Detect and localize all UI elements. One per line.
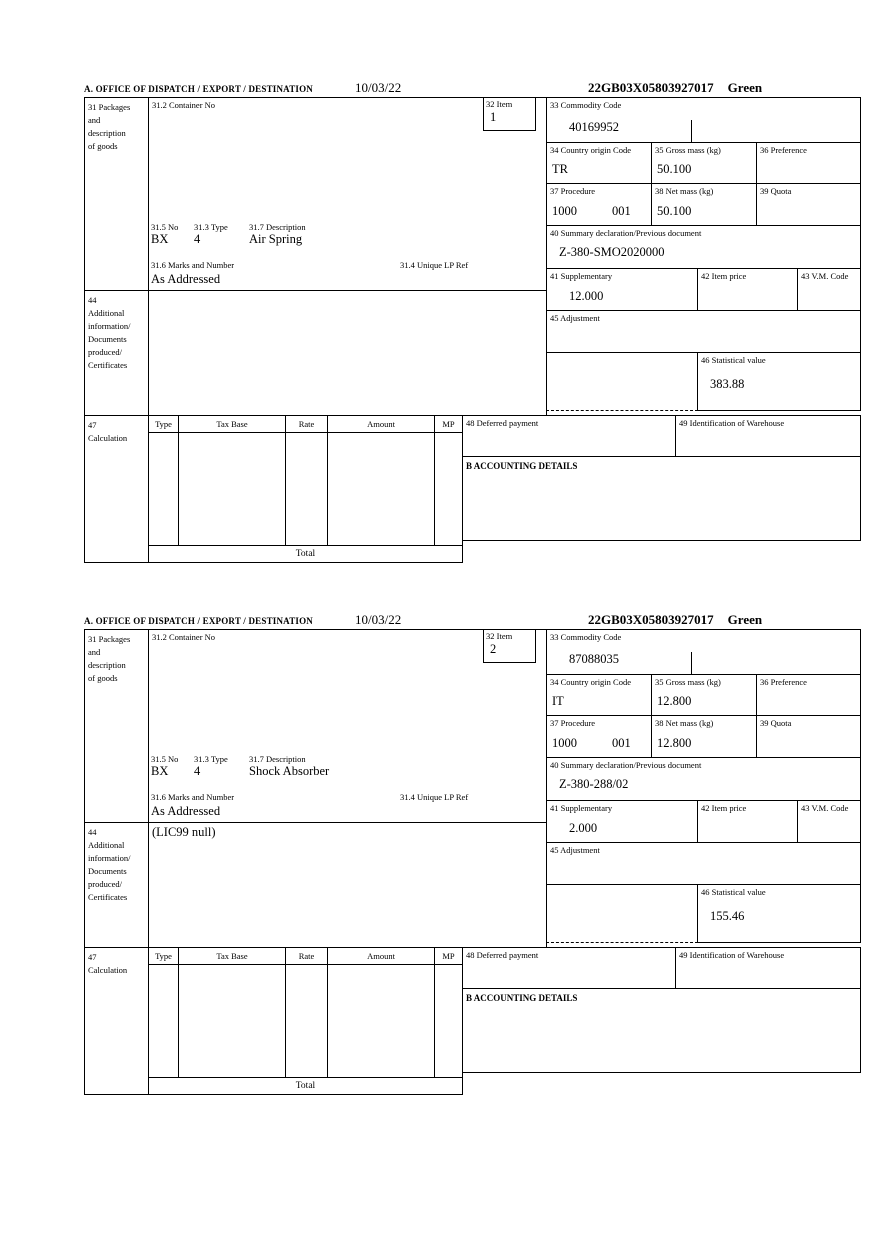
box-44-caption-cell (84, 290, 149, 416)
box-44-additional-info (148, 290, 547, 416)
caption-line: Additional (88, 308, 125, 318)
pkg-no-value: BX (151, 764, 169, 778)
statistical-value: 155.46 (710, 909, 745, 923)
marks-value: As Addressed (151, 804, 221, 818)
declaration-date: 10/03/22 (355, 612, 402, 627)
box-31-caption (88, 101, 130, 153)
warehouse-identification-label: 49 Identification of Warehouse (679, 950, 785, 960)
lp-ref-label: 31.4 Unique LP Ref (400, 260, 469, 270)
box-41-supplementary (546, 268, 698, 311)
marks-label: 31.6 Marks and Number (151, 792, 235, 802)
gross-mass-value: 12.800 (657, 694, 692, 708)
box-34-country-origin (546, 674, 652, 716)
tax-table-total-row (148, 1077, 463, 1095)
routing-status-badge: Green (727, 80, 763, 95)
caption-line: Calculation (88, 433, 128, 443)
box-49-warehouse (675, 415, 861, 457)
box-42-item-price (697, 268, 798, 311)
pkg-no-label: 31.5 No (151, 222, 179, 232)
statistical-value-label: 46 Statistical value (701, 887, 766, 897)
box-32-item (483, 97, 536, 131)
movement-reference (588, 612, 762, 628)
caption-line: produced/ (88, 347, 122, 357)
procedure-value-1: 1000 (552, 736, 577, 750)
box-35-gross-mass (651, 674, 757, 716)
mrn-value: 22GB03X05803927017 (588, 80, 714, 95)
pkg-type-value: 4 (194, 232, 201, 246)
box-46-statistical-value (697, 884, 861, 943)
box-40-summary-declaration (546, 225, 861, 269)
tax-table-total-row (148, 545, 463, 563)
procedure-value-1: 1000 (552, 204, 577, 218)
total-label: Total (295, 1081, 316, 1091)
box-47-caption (88, 419, 127, 445)
gross-mass-label: 35 Gross mass (kg) (655, 677, 721, 687)
box-33-commodity-code (546, 97, 861, 143)
caption-line: 47 (88, 952, 97, 962)
supplementary-value: 12.000 (569, 289, 604, 303)
tax-table-header-amount: Amount (327, 415, 435, 433)
tax-table-header-tax-base: Tax Base (178, 947, 286, 965)
caption-line: information/ (88, 853, 131, 863)
caption-line: Certificates (88, 360, 128, 370)
previous-document-value: Z-380-288/02 (559, 777, 629, 791)
item-number-value: 1 (490, 110, 497, 124)
caption-line: Certificates (88, 892, 128, 902)
net-mass-value: 12.800 (657, 736, 692, 750)
total-label: Total (295, 549, 316, 559)
pkg-desc-value: Air Spring (249, 232, 303, 246)
box-44-additional-info (148, 822, 547, 948)
box-45-adjustment (546, 842, 861, 885)
commodity-code-value: 87088035 (569, 652, 619, 666)
customs-item-section (84, 80, 862, 580)
tax-table-body-col-type (148, 432, 179, 546)
tax-table-body-col-mp (434, 964, 463, 1078)
tax-table-header-type: Type (148, 947, 179, 965)
item-label: 32 Item (486, 99, 513, 109)
caption-line: of goods (88, 673, 118, 683)
movement-reference (588, 80, 762, 96)
statistical-dashed-area (546, 352, 698, 411)
box-43-vm-code (797, 268, 861, 311)
statistical-dashed-area (546, 884, 698, 943)
item-number-value: 2 (490, 642, 497, 656)
caption-line: and (88, 115, 101, 125)
country-origin-label: 34 Country origin Code (550, 677, 631, 687)
box-b-accounting-details (462, 456, 861, 541)
box-44-caption (88, 294, 131, 372)
box-38-net-mass (651, 715, 757, 758)
caption-line: produced/ (88, 879, 122, 889)
lp-ref-label: 31.4 Unique LP Ref (400, 792, 469, 802)
previous-document-value: Z-380-SMO2020000 (559, 245, 665, 259)
tax-table-body-col-amount (327, 432, 435, 546)
net-mass-label: 38 Net mass (kg) (655, 718, 714, 728)
commodity-code-label: 33 Commodity Code (550, 632, 622, 642)
commodity-code-value: 40169952 (569, 120, 619, 134)
declaration-date: 10/03/22 (355, 80, 402, 95)
caption-line: of goods (88, 141, 118, 151)
pkg-type-label: 31.3 Type (194, 222, 228, 232)
pkg-type-value: 4 (194, 764, 201, 778)
box-38-net-mass (651, 183, 757, 226)
net-mass-label: 38 Net mass (kg) (655, 186, 714, 196)
item-price-label: 42 Item price (701, 803, 747, 813)
pkg-no-value: BX (151, 232, 169, 246)
box-49-warehouse (675, 947, 861, 989)
box-32-item (483, 629, 536, 663)
container-no-label: 31.2 Container No (152, 100, 216, 110)
box-31-caption (88, 633, 130, 685)
adjustment-label: 45 Adjustment (550, 845, 600, 855)
accounting-details-label: B ACCOUNTING DETAILS (466, 461, 578, 471)
caption-line: 31 Packages (88, 634, 131, 644)
box-46-statistical-value (697, 352, 861, 411)
tax-table-header-tax-base: Tax Base (178, 415, 286, 433)
tax-table-header-mp: MP (434, 947, 463, 965)
caption-line: and (88, 647, 101, 657)
quota-label: 39 Quota (760, 186, 792, 196)
additional-info-value: (LIC99 null) (152, 825, 216, 839)
caption-line: 44 (88, 295, 97, 305)
caption-line: Documents (88, 334, 127, 344)
box-44-caption (88, 826, 131, 904)
item-price-label: 42 Item price (701, 271, 747, 281)
box-35-gross-mass (651, 142, 757, 184)
country-origin-label: 34 Country origin Code (550, 145, 631, 155)
net-mass-value: 50.100 (657, 204, 692, 218)
caption-line: 31 Packages (88, 102, 131, 112)
box-48-deferred-payment (462, 947, 676, 989)
vm-code-label: 43 V.M. Code (801, 803, 849, 813)
supplementary-label: 41 Supplementary (550, 803, 613, 813)
box-43-vm-code (797, 800, 861, 843)
box-44-caption-cell (84, 822, 149, 948)
tax-table-header-mp: MP (434, 415, 463, 433)
box-40-summary-declaration (546, 757, 861, 801)
pkg-no-label: 31.5 No (151, 754, 179, 764)
supplementary-value: 2.000 (569, 821, 598, 835)
box-42-item-price (697, 800, 798, 843)
box-37-procedure (546, 715, 652, 758)
warehouse-identification-label: 49 Identification of Warehouse (679, 418, 785, 428)
procedure-label: 37 Procedure (550, 718, 596, 728)
box-36-preference (756, 142, 861, 184)
marks-label: 31.6 Marks and Number (151, 260, 235, 270)
box-34-country-origin (546, 142, 652, 184)
caption-line: description (88, 128, 126, 138)
box-39-quota (756, 715, 861, 758)
box-41-supplementary (546, 800, 698, 843)
gross-mass-label: 35 Gross mass (kg) (655, 145, 721, 155)
box-47-caption-cell (84, 947, 149, 1095)
statistical-value: 383.88 (710, 377, 745, 391)
deferred-payment-label: 48 Deferred payment (466, 950, 539, 960)
quota-label: 39 Quota (760, 718, 792, 728)
tax-table-header-rate: Rate (285, 947, 328, 965)
supplementary-label: 41 Supplementary (550, 271, 613, 281)
accounting-details-label: B ACCOUNTING DETAILS (466, 993, 578, 1003)
tax-table-header-rate: Rate (285, 415, 328, 433)
procedure-value-2: 001 (612, 204, 631, 218)
box-48-deferred-payment (462, 415, 676, 457)
pkg-desc-value: Shock Absorber (249, 764, 330, 778)
box-47-caption-cell (84, 415, 149, 563)
country-origin-value: IT (552, 694, 564, 708)
deferred-payment-label: 48 Deferred payment (466, 418, 539, 428)
box-37-procedure (546, 183, 652, 226)
caption-line: Additional (88, 840, 125, 850)
box-39-quota (756, 183, 861, 226)
marks-value: As Addressed (151, 272, 221, 286)
tax-table-body-col-rate (285, 432, 328, 546)
caption-line: 44 (88, 827, 97, 837)
box-47-caption (88, 951, 127, 977)
commodity-code-divider (691, 120, 692, 142)
gross-mass-value: 50.100 (657, 162, 692, 176)
mrn-value: 22GB03X05803927017 (588, 612, 714, 627)
procedure-value-2: 001 (612, 736, 631, 750)
routing-status-badge: Green (727, 612, 763, 627)
customs-item-section (84, 612, 862, 1112)
statistical-value-label: 46 Statistical value (701, 355, 766, 365)
caption-line: description (88, 660, 126, 670)
pkg-desc-label: 31.7 Description (249, 754, 306, 764)
procedure-label: 37 Procedure (550, 186, 596, 196)
commodity-code-divider (691, 652, 692, 674)
box-31-caption-cell (84, 629, 149, 823)
country-origin-value: TR (552, 162, 568, 176)
preference-label: 36 Preference (760, 677, 807, 687)
tax-table-body-col-tax-base (178, 964, 286, 1078)
tax-table-body-col-mp (434, 432, 463, 546)
summary-declaration-label: 40 Summary declaration/Previous document (550, 760, 702, 770)
pkg-desc-label: 31.7 Description (249, 222, 306, 232)
caption-line: 47 (88, 420, 97, 430)
item-label: 32 Item (486, 631, 513, 641)
office-of-dispatch-heading: A. OFFICE OF DISPATCH / EXPORT / DESTINATION (84, 84, 314, 94)
box-36-preference (756, 674, 861, 716)
pkg-type-label: 31.3 Type (194, 754, 228, 764)
tax-table-body-col-rate (285, 964, 328, 1078)
preference-label: 36 Preference (760, 145, 807, 155)
box-45-adjustment (546, 310, 861, 353)
adjustment-label: 45 Adjustment (550, 313, 600, 323)
caption-line: Documents (88, 866, 127, 876)
summary-declaration-label: 40 Summary declaration/Previous document (550, 228, 702, 238)
caption-line: Calculation (88, 965, 128, 975)
box-33-commodity-code (546, 629, 861, 675)
tax-table-body-col-type (148, 964, 179, 1078)
tax-table-header-type: Type (148, 415, 179, 433)
tax-table-header-amount: Amount (327, 947, 435, 965)
container-no-label: 31.2 Container No (152, 632, 216, 642)
box-b-accounting-details (462, 988, 861, 1073)
office-of-dispatch-heading: A. OFFICE OF DISPATCH / EXPORT / DESTINATION (84, 616, 314, 626)
commodity-code-label: 33 Commodity Code (550, 100, 622, 110)
tax-table-body-col-tax-base (178, 432, 286, 546)
tax-table-body-col-amount (327, 964, 435, 1078)
vm-code-label: 43 V.M. Code (801, 271, 849, 281)
caption-line: information/ (88, 321, 131, 331)
box-31-caption-cell (84, 97, 149, 291)
